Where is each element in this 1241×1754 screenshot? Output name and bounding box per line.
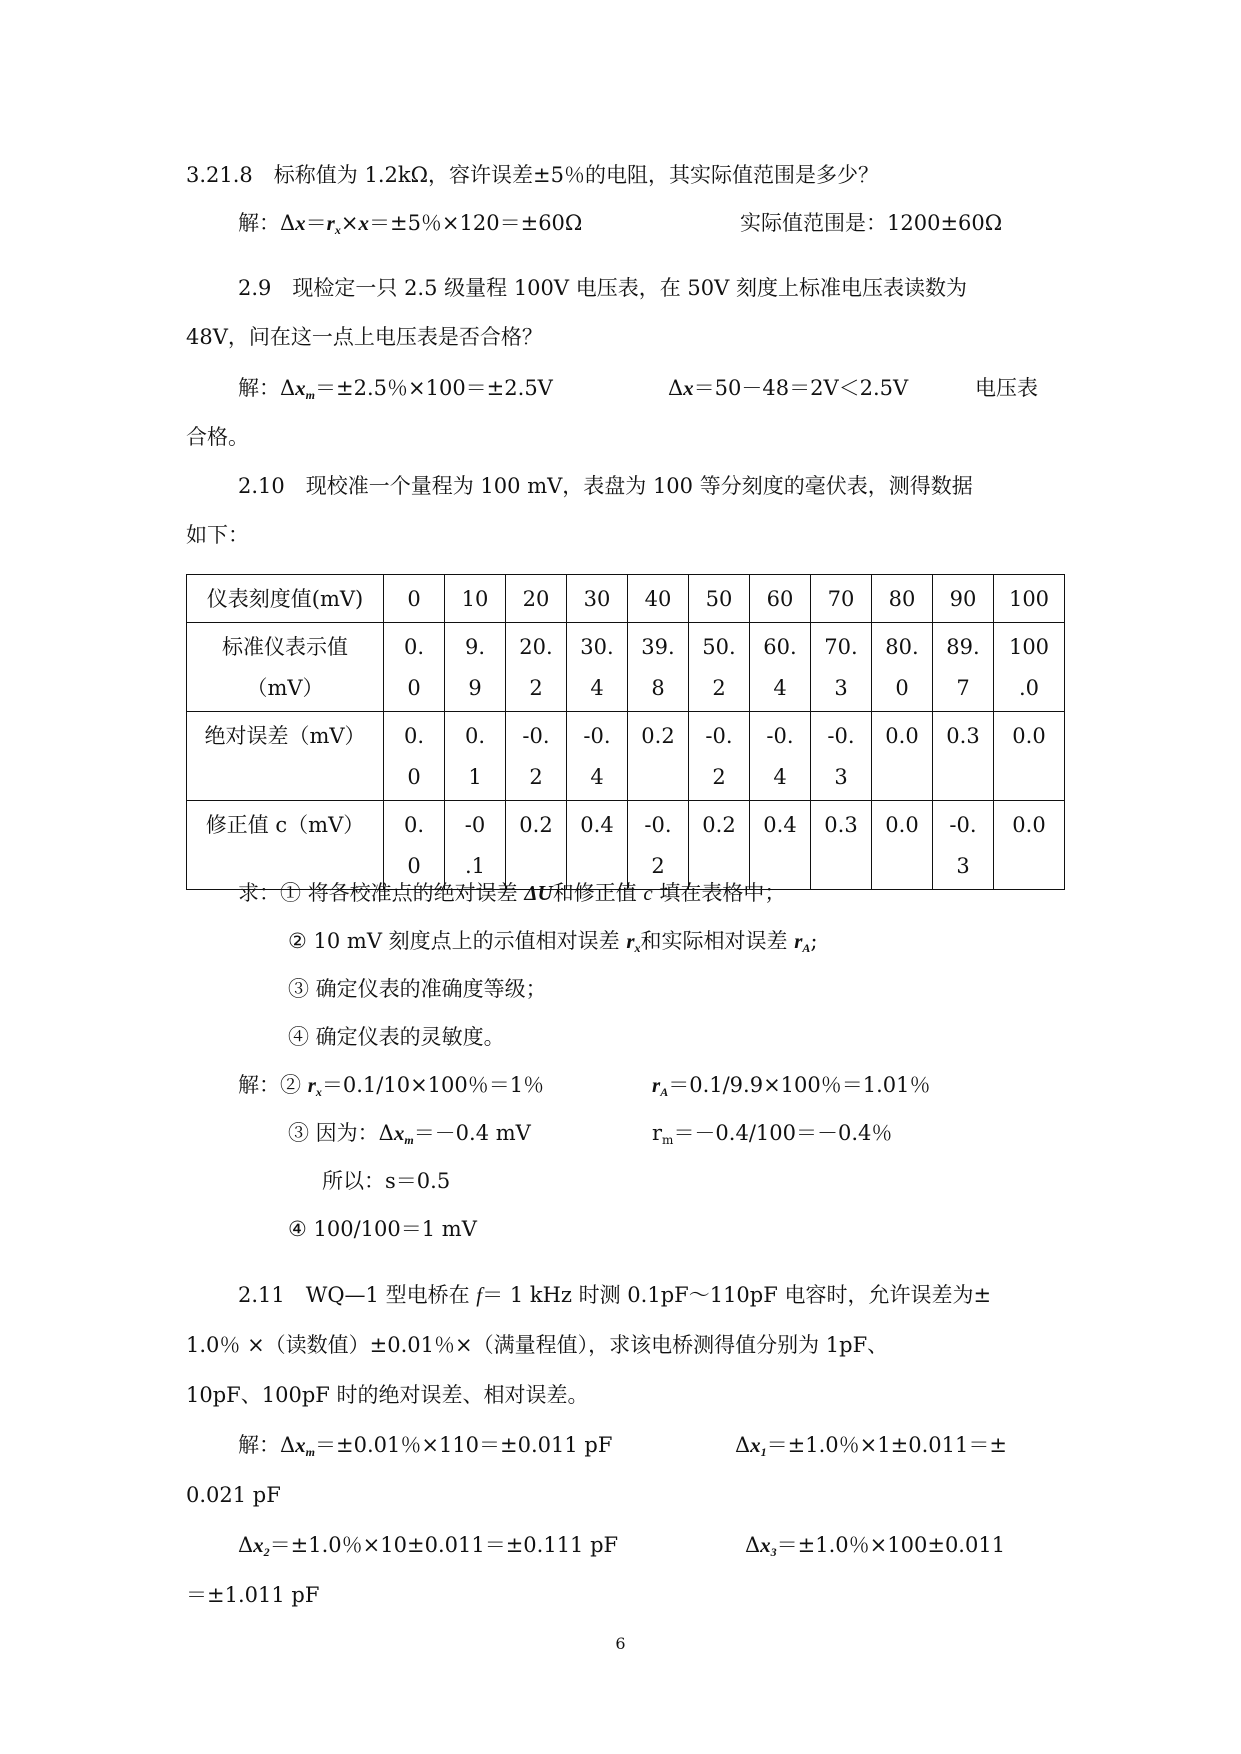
- solution-2-11-x3-line2: ＝±1.011 pF: [186, 1583, 320, 1607]
- sol-text: ＝0.1/9.9×100％＝1.01％: [668, 1073, 931, 1097]
- sol-text: ＝50－48＝2V＜2.5V: [693, 376, 909, 400]
- sol-text: 解：②: [238, 1073, 301, 1097]
- solution-2-9-part3: 电压表: [975, 376, 1038, 400]
- table-cell: 100 .0: [994, 623, 1065, 712]
- solution-2-10-part2: [238, 1070, 544, 1107]
- solution-2-10-part3b: [652, 1118, 892, 1155]
- table-cell: 10: [445, 575, 506, 623]
- math-r: r: [794, 929, 803, 953]
- table-cell: 60. 4: [750, 623, 811, 712]
- math-x: x: [295, 211, 306, 235]
- math-f: f: [476, 1283, 483, 1307]
- math-c: c: [643, 881, 653, 905]
- sol-text: ＝±2.5％×100＝±2.5V: [315, 376, 553, 400]
- sol-text: ＝±1.0％×100±0.011: [776, 1533, 1006, 1557]
- table-cell: 0.2: [689, 801, 750, 890]
- math-x: x: [295, 376, 306, 400]
- table-cell: 0.3: [933, 712, 994, 801]
- table-cell: 30. 4: [567, 623, 628, 712]
- question-2-11-line3: 10pF、100pF 时的绝对误差、相对误差。: [186, 1383, 589, 1407]
- table-cell: 0.3: [811, 801, 872, 890]
- table-cell: -0. 2: [506, 712, 567, 801]
- question-2-9-line1: 2.9 现检定一只 2.5 级量程 100V 电压表，在 50V 刻度上标准电压表读数为: [238, 276, 967, 300]
- table-cell: 80: [872, 575, 933, 623]
- question-3-21-8: 3.21.8 标称值为 1.2kΩ，容许误差±5％的电阻，其实际值范围是多少？: [186, 163, 879, 187]
- table-cell: 0. 1: [445, 712, 506, 801]
- table-cell: 40: [628, 575, 689, 623]
- question-2-10-line2: 如下：: [186, 523, 249, 547]
- sol-text: Δ: [745, 1533, 761, 1557]
- sol-text: 解：Δ: [238, 376, 296, 400]
- math-x: x: [750, 1433, 761, 1457]
- solution-2-10-part3: [288, 1118, 531, 1155]
- ask-text: 和实际相对误差: [640, 929, 788, 953]
- table-cell: 0.0: [872, 712, 933, 801]
- q-text: 2.11 WQ—1 型电桥在: [238, 1283, 470, 1307]
- math-r: r: [326, 211, 335, 235]
- ask-text: 求：①: [238, 881, 301, 905]
- sol-text: 解：Δ: [238, 1433, 296, 1457]
- ask-text: ②: [288, 929, 307, 953]
- math-sub: A: [802, 941, 811, 955]
- solution-2-10-part2b: [652, 1070, 931, 1107]
- table-cell: -0. 4: [750, 712, 811, 801]
- math-sub: m: [305, 1445, 316, 1459]
- math-sub: 2: [263, 1545, 270, 1559]
- math-sub: 3: [770, 1545, 777, 1559]
- sol-text: ＝±1.0％×1±0.011＝±: [766, 1433, 1007, 1457]
- math-x: x: [760, 1533, 771, 1557]
- table-cell: 9. 9: [445, 623, 506, 712]
- solution-2-10-so: 所以：s＝0.5: [322, 1169, 451, 1193]
- solution-2-10-part4: ④ 100/100＝1 mV: [288, 1217, 477, 1241]
- math-sub: x: [634, 941, 641, 955]
- sol-text: ＝－0.4/100＝－0.4％: [673, 1121, 893, 1145]
- math-x: x: [295, 1433, 306, 1457]
- table-cell: 50. 2: [689, 623, 750, 712]
- table-row: [187, 623, 1065, 712]
- sol-text: ③ 因为：Δ: [288, 1121, 394, 1145]
- table-cell: 80. 0: [872, 623, 933, 712]
- table-cell: 20: [506, 575, 567, 623]
- sol-text: 解：Δ: [238, 211, 296, 235]
- table-cell: -0 .1: [445, 801, 506, 890]
- table-cell: -0. 3: [933, 801, 994, 890]
- math-r: r: [652, 1073, 661, 1097]
- calibration-table: [186, 574, 1065, 890]
- math-du: ΔU: [524, 881, 553, 905]
- ask-text: 将各校准点的绝对误差: [307, 881, 518, 905]
- math-sub: m: [662, 1133, 674, 1147]
- q-text: ＝ 1 kHz 时测 0.1pF～110pF 电容时，允许误差为±: [482, 1283, 992, 1307]
- row-header: 标准仪表示值 （mV）: [187, 623, 384, 712]
- ask-4: ④ 确定仪表的灵敏度。: [288, 1025, 505, 1049]
- table-cell: 70: [811, 575, 872, 623]
- row-header: 仪表刻度值(mV): [187, 575, 384, 623]
- sol-text: ×: [340, 211, 359, 235]
- row-header: 绝对误差（mV）: [187, 712, 384, 801]
- sol-text: r: [652, 1121, 663, 1145]
- math-x: x: [393, 1121, 405, 1145]
- math-r: r: [307, 1073, 316, 1097]
- math-sub: m: [404, 1133, 414, 1147]
- ask-1: [238, 878, 785, 908]
- sol-text: Δ: [238, 1533, 254, 1557]
- solution-2-11-x2: [238, 1530, 618, 1567]
- page-number: 6: [615, 1634, 626, 1653]
- table-cell: 0.2: [506, 801, 567, 890]
- solution-range: 实际值范围是：1200±60Ω: [740, 211, 1003, 235]
- table-cell: 30: [567, 575, 628, 623]
- solution-2-11-x1: [735, 1430, 1007, 1467]
- table-cell: 60: [750, 575, 811, 623]
- table-row: [187, 712, 1065, 801]
- math-sub: m: [305, 388, 316, 402]
- table-cell: 0.2: [628, 712, 689, 801]
- table-cell: -0. 2: [628, 801, 689, 890]
- solution-2-9: [238, 373, 553, 410]
- table-cell: -0. 4: [567, 712, 628, 801]
- table-cell: 90: [933, 575, 994, 623]
- sol-text: ＝0.1/10×100％＝1％: [321, 1073, 545, 1097]
- ask-text: 和修正值: [552, 881, 637, 905]
- table-cell: 100: [994, 575, 1065, 623]
- table-cell: 0.0: [994, 801, 1065, 890]
- table-cell: 50: [689, 575, 750, 623]
- table-cell: 20. 2: [506, 623, 567, 712]
- ask-text: ;: [810, 929, 818, 953]
- table-cell: 0.0: [872, 801, 933, 890]
- sol-text: ＝±1.0％×10±0.011＝±0.111 pF: [269, 1533, 619, 1557]
- sol-text: ＝: [305, 211, 327, 235]
- solution-2-9-part2: [668, 373, 908, 403]
- table-cell: -0. 2: [689, 712, 750, 801]
- table-cell: 0.0: [994, 712, 1065, 801]
- math-sub: A: [660, 1085, 669, 1099]
- ask-2: [288, 926, 818, 963]
- table-cell: 0.4: [750, 801, 811, 890]
- math-sub: 1: [760, 1445, 767, 1459]
- math-x: x: [253, 1533, 264, 1557]
- sol-text: ＝±5％×120＝±60Ω: [368, 211, 583, 235]
- table-cell: 0. 0: [384, 801, 445, 890]
- math-x: x: [358, 211, 369, 235]
- math-r: r: [626, 929, 635, 953]
- table-cell: 39. 8: [628, 623, 689, 712]
- math-sub: x: [315, 1085, 322, 1099]
- row-header: 修正值 c（mV）: [187, 801, 384, 890]
- math-x: x: [683, 376, 694, 400]
- ask-text: 填在表格中；: [659, 881, 786, 905]
- solution-2-11-m: [238, 1430, 612, 1467]
- solution-3-21-8: [238, 208, 582, 245]
- question-2-11-line2: 1.0％ ×（读数值）±0.01％×（满量程值），求该电桥测得值分别为 1pF、: [186, 1333, 889, 1357]
- table-cell: 89. 7: [933, 623, 994, 712]
- table-cell: 0.4: [567, 801, 628, 890]
- ask-text: 10 mV 刻度点上的示值相对误差: [313, 929, 620, 953]
- sol-text: Δ: [735, 1433, 751, 1457]
- math-sub: x: [334, 223, 341, 237]
- sol-text: ＝±0.01％×110＝±0.011 pF: [315, 1433, 613, 1457]
- table-cell: 0. 0: [384, 623, 445, 712]
- table-row: [187, 575, 1065, 623]
- table-row: [187, 801, 1065, 890]
- question-2-9-line2: 48V，问在这一点上电压表是否合格？: [186, 325, 543, 349]
- table-cell: 0: [384, 575, 445, 623]
- solution-2-9-line2: 合格。: [186, 425, 249, 449]
- sol-text: Δ: [668, 376, 684, 400]
- table-cell: 0. 0: [384, 712, 445, 801]
- solution-2-11-x3: [745, 1530, 1005, 1567]
- solution-2-11-x1-line2: 0.021 pF: [186, 1483, 281, 1507]
- ask-3: ③ 确定仪表的准确度等级；: [288, 977, 547, 1001]
- table-cell: 70. 3: [811, 623, 872, 712]
- question-2-11-line1: [238, 1280, 991, 1310]
- question-2-10-line1: 2.10 现校准一个量程为 100 mV，表盘为 100 等分刻度的毫伏表，测得数据: [238, 474, 973, 498]
- sol-text: ＝－0.4 mV: [413, 1121, 531, 1145]
- table-cell: -0. 3: [811, 712, 872, 801]
